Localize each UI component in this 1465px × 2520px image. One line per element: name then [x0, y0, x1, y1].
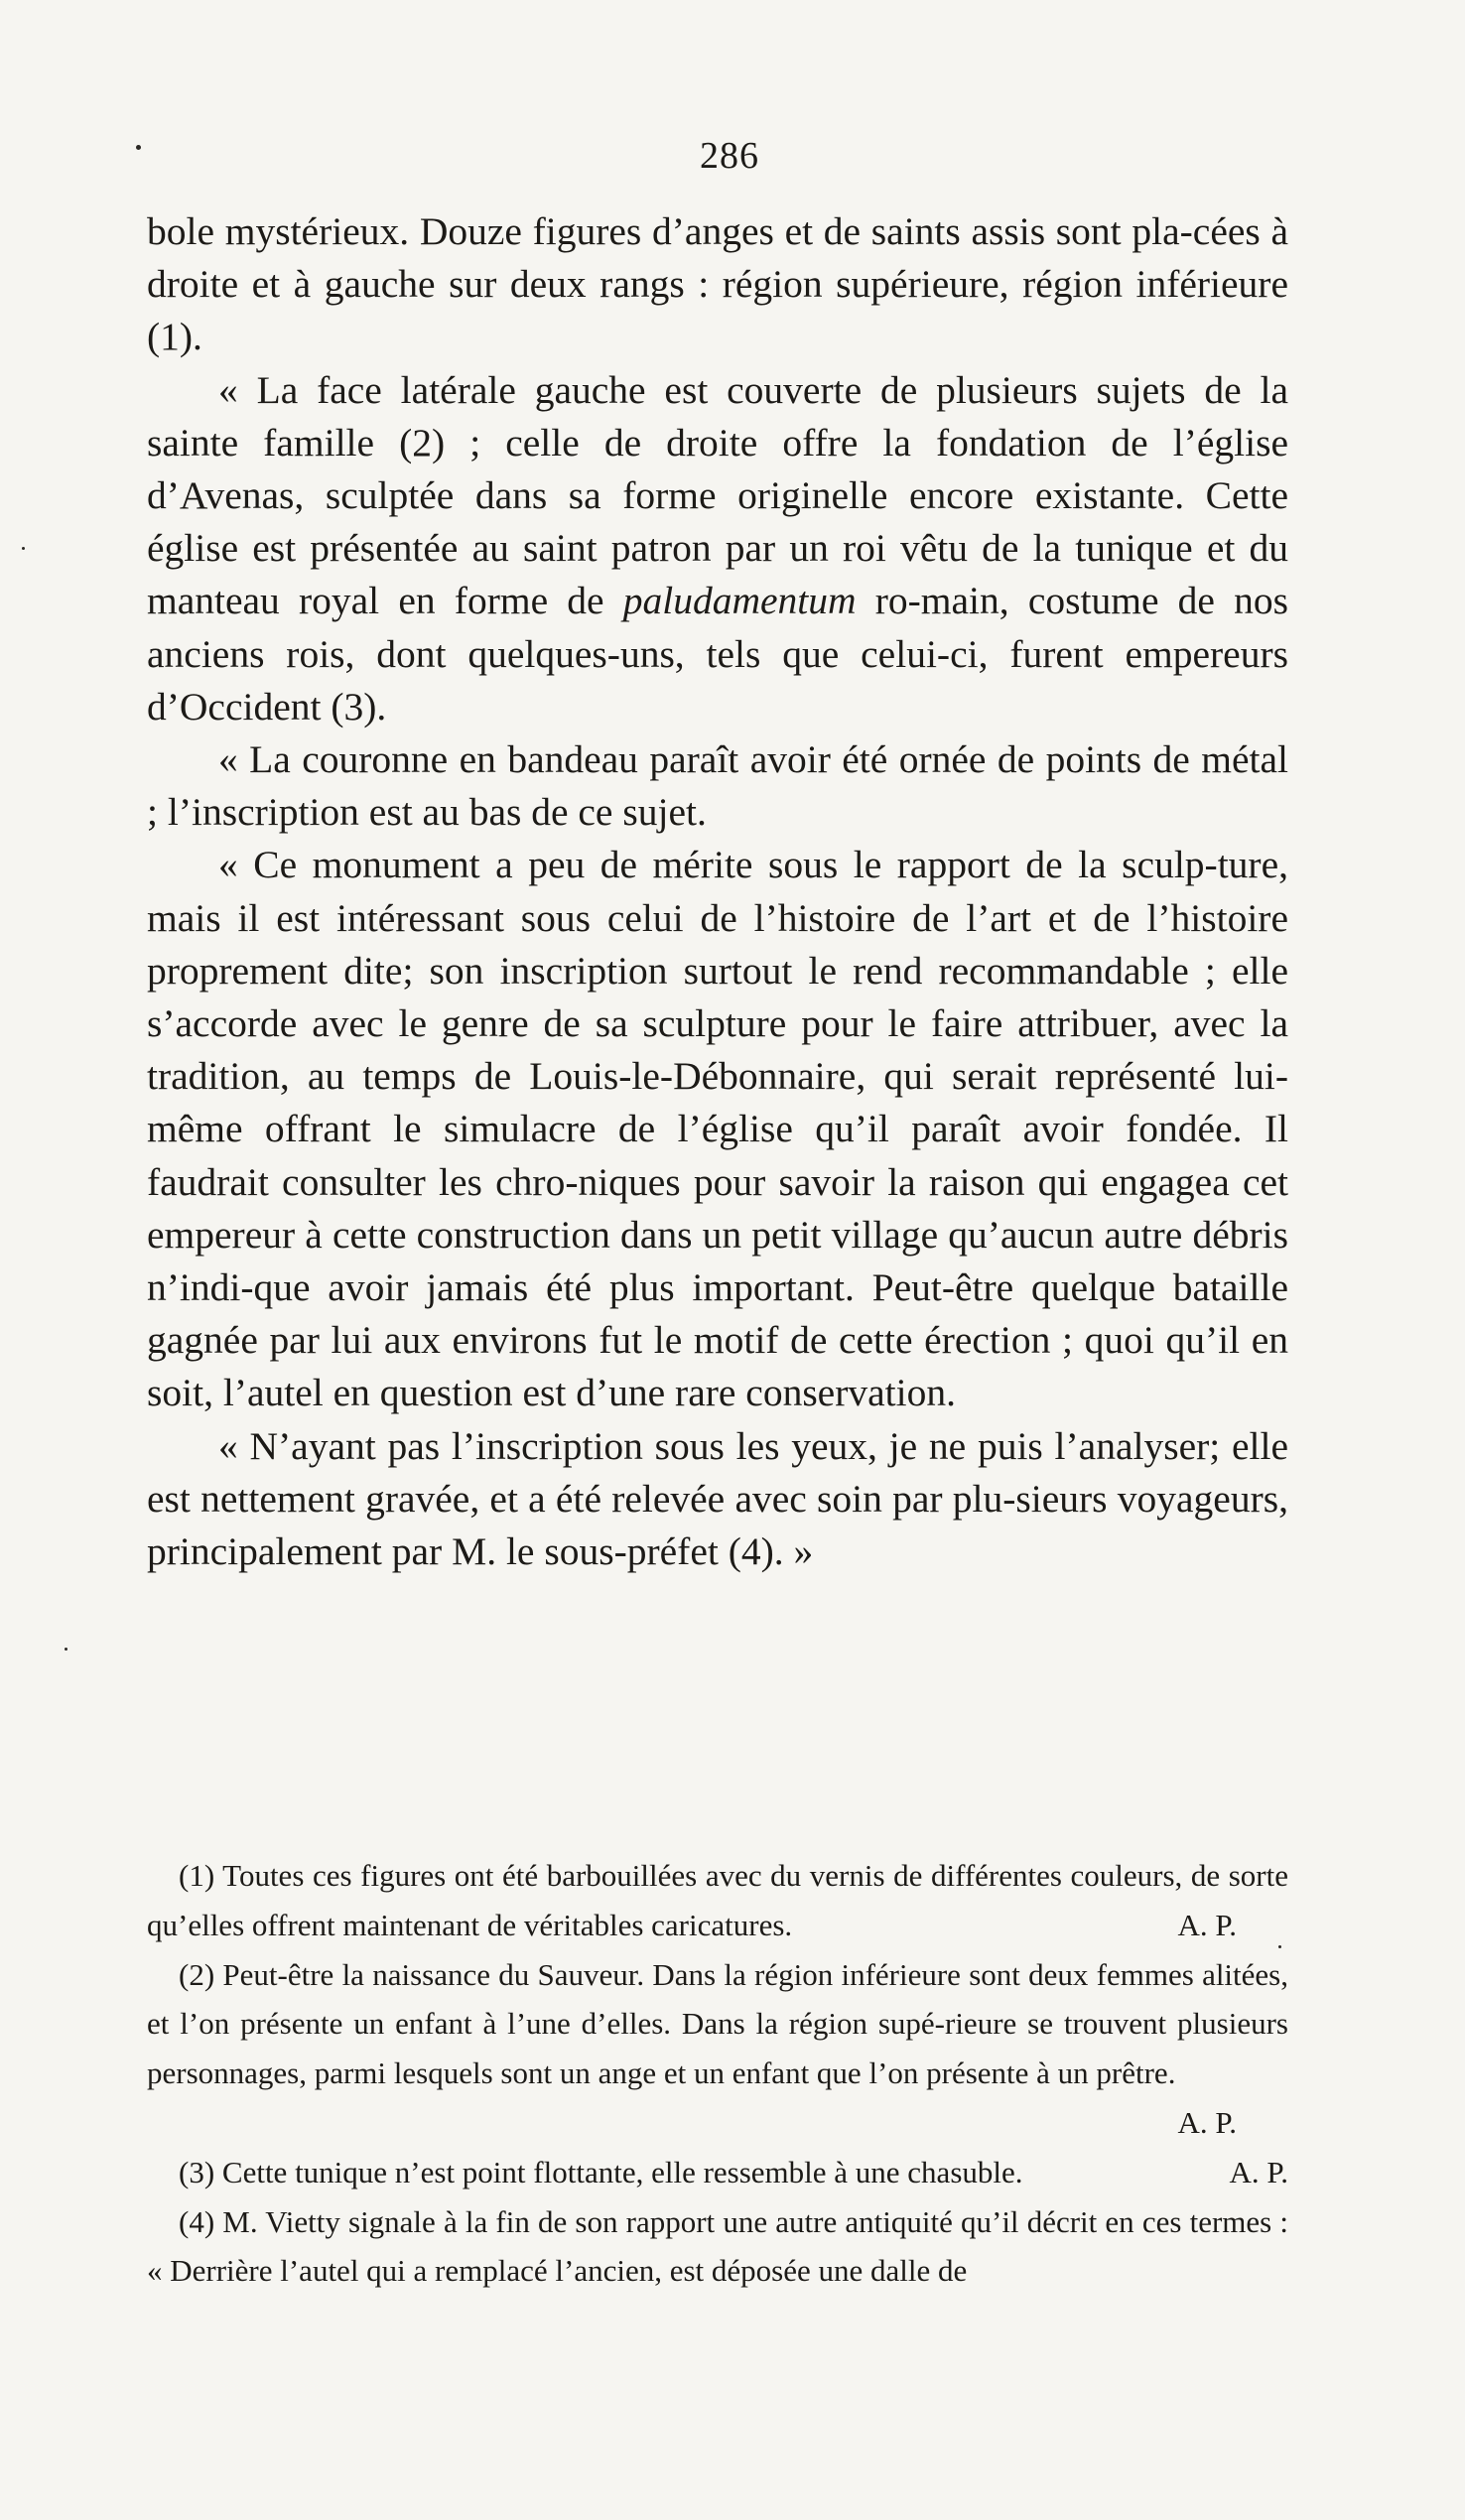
footnote-3-text: (3) Cette tunique n’est point flottante, elle ressemble à une chasuble. — [179, 2154, 1023, 2189]
paragraph-2-start: « La face latérale gauche est couverte de plusieurs sujets de la sainte famille (2) ; celle de droite offre la fondation de l’église d’Avenas, sculptée dans sa forme originelle encore existante. Cette église est présentée au saint patron par un roi vêtu de la tunique et du manteau royal en forme de — [147, 367, 1288, 623]
footnote-3 — [147, 2148, 1288, 2197]
paper-speck — [22, 547, 25, 550]
paragraph-5: « N’ayant pas l’inscription sous les yeux, je ne puis l’analyser; elle est nettement gravée, et a été relevée avec soin par plu-sieurs voyageurs, principalement par M. le sous-préfet (4). » — [147, 1423, 1288, 1574]
footnote-4: (4) M. Vietty signale à la fin de son rapport une autre antiquité qu’il décrit en ces termes : « Derrière l’autel qui a remplacé l’ancien, est déposée une dalle de — [147, 2203, 1288, 2289]
paragraph-2-end: ro-main, costume de nos anciens rois, dont quelques-uns, tels que celui-ci, furent empereurs d’Occident (3). — [147, 579, 1289, 729]
footnote-3-signature: A. P. — [1229, 2154, 1288, 2189]
main-text — [147, 205, 1288, 1578]
paper-speck — [65, 1648, 67, 1651]
paragraph-3: « La couronne en bandeau paraît avoir été ornée de points de métal ; l’inscription est au bas de ce sujet. — [147, 737, 1288, 835]
paragraph-2 — [147, 364, 1288, 733]
paragraph-4: « Ce monument a peu de mérite sous le rapport de la sculp-ture, mais il est intéressant sous celui de l’histoire de l’art et de l’histoire proprement dite; son inscription surtout le rend recommandable ; elle s’accorde avec le genre de sa sculpture pour le faire attribuer, avec la tradition, au temps de Louis-le-Débonnaire, qui serait représenté lui-même offrant le simulacre de l’église qu’il paraît avoir fondée. Il faudrait consulter les chro-niques pour savoir la raison qui engagea cet empereur à cette construction dans un petit village qu’aucun autre débris n’indi-que avoir jamais été plus important. Peut-être quelque bataille gagnée par lui aux environs fut le motif de cette érection ; quoi qu’il en soit, l’autel en question est d’une rare conservation. — [147, 843, 1288, 1415]
footnote-1-signature: A. P. — [1177, 1907, 1237, 1942]
footnote-2-signature: A. P. — [1177, 2104, 1237, 2140]
page-number: 286 — [700, 135, 759, 177]
footnote-1 — [147, 1851, 1288, 1950]
italic-term: paludamentum — [622, 579, 857, 623]
footnote-1-text: (1) Toutes ces figures ont été barbouillées avec du vernis de différentes couleurs, de sorte qu’elles offrent maintenant de véritables caricatures. — [147, 1858, 1288, 1942]
paper-speck — [136, 145, 141, 150]
paragraph-1: bole mystérieux. Douze figures d’anges et de saints assis sont pla-cées à droite et à gauche sur deux rangs : région supérieure, région inférieure (1). — [147, 209, 1288, 359]
footnote-2 — [147, 1950, 1288, 2148]
footnote-2-text: (2) Peut-être la naissance du Sauveur. Dans la région inférieure sont deux femmes alitées, et l’on présente un enfant à l’une d’elles. Dans la région supé-rieure se trouvent plusieurs personnages, parmi lesquels sont un ange et un enfant que l’on présente à un prêtre. — [147, 1956, 1288, 2091]
footnotes — [147, 1851, 1288, 2296]
